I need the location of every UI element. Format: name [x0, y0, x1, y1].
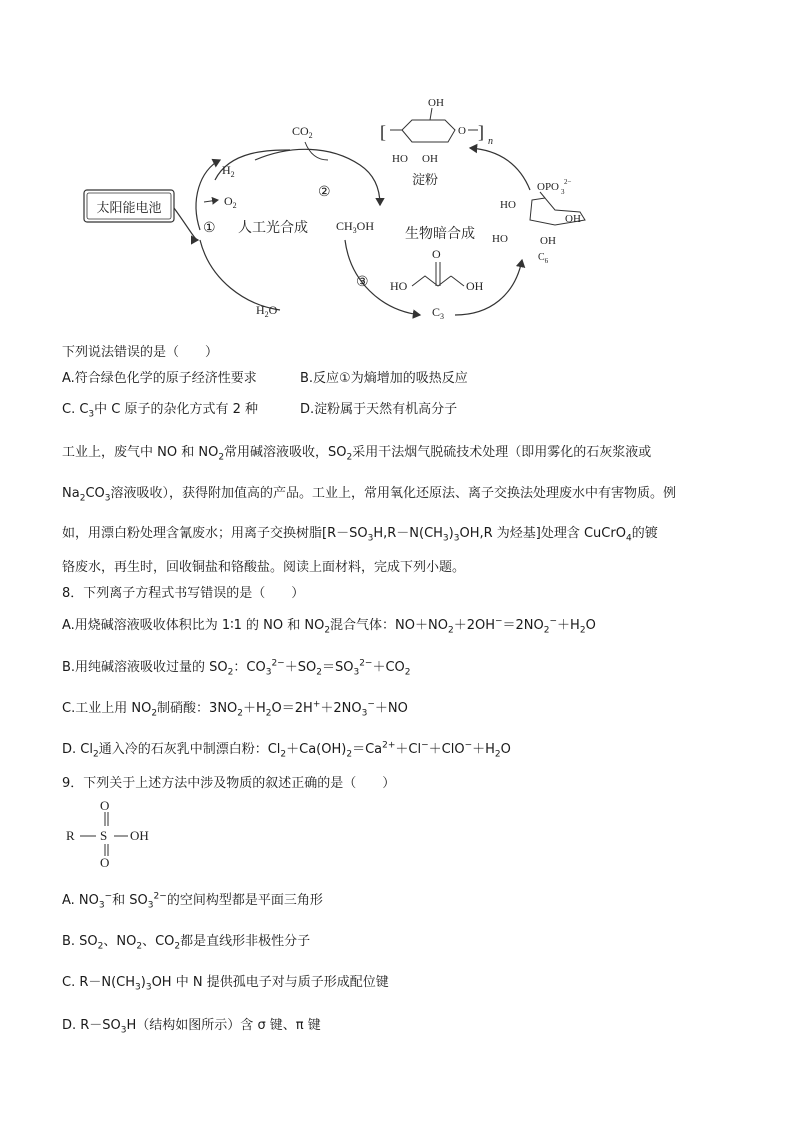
svg-text:OH: OH	[466, 279, 484, 293]
q7-option-c: C. $C_3$中 C 原子的杂化方式有 2 种	[62, 402, 259, 420]
arc-c6-starch	[470, 148, 530, 190]
q8-option-b: B.用纯碱溶液吸收过量的 $SO_2$：$CO_3^{2-}+SO_2=SO_3^{2-}+CO_2$	[62, 658, 411, 678]
q8-option-d: D. $Cl_2$通入冷的石灰乳中制漂白粉：$Cl_2+Ca(OH)_2=Ca^{2+}+Cl^-+ClO^-+H_2O$	[62, 740, 511, 760]
q8-stem: 8．下列离子方程式书写错误的是（ ）	[62, 586, 305, 601]
svg-text:R: R	[66, 828, 75, 843]
svg-text:O: O	[432, 247, 441, 261]
cycle-left-arrow-h2	[196, 160, 220, 230]
cycle-left-lower	[200, 240, 280, 310]
q9-option-a: A. $NO_3^-$和 $SO_3^{2-}$的空间构型都是平面三角形	[62, 891, 323, 911]
svg-text:HO: HO	[392, 153, 408, 165]
svg-text:OH: OH	[565, 213, 581, 225]
svg-text:OH: OH	[422, 153, 438, 165]
svg-text:n: n	[488, 136, 493, 147]
q7-option-d: D.淀粉属于天然有机高分子	[300, 402, 458, 417]
dihydroxyacetone-structure	[390, 247, 484, 293]
step2-label: ②	[318, 185, 331, 200]
step3-label: ③	[356, 275, 369, 290]
bio-dark-label: 生物暗合成	[405, 227, 475, 242]
q9-option-b: B. $SO_2$、$NO_2$、$CO_2$都是直线形非极性分子	[62, 934, 311, 952]
q7-option-a: A.符合绿色化学的原子经济性要求	[62, 371, 257, 386]
q9-option-d: D. $R-SO_3H$（结构如图所示）含 σ 键、π 键	[62, 1018, 321, 1036]
svg-text:HO: HO	[390, 279, 408, 293]
artificial-label: 人工光合成	[238, 221, 308, 236]
svg-text:S: S	[100, 828, 108, 843]
q9-stem: 9．下列关于上述方法中涉及物质的叙述正确的是（ ）	[62, 776, 396, 791]
q9-option-c: C. $R-N(CH_3)_3OH$ 中 N 提供孤电子对与质子形成配位键	[62, 975, 389, 993]
step1-label: ①	[203, 221, 216, 236]
co2-label: $CO_2$	[292, 124, 313, 140]
svg-text:淀粉: 淀粉	[412, 172, 439, 187]
o2-label: $O_2$	[224, 194, 237, 210]
svg-text:O: O	[100, 798, 110, 813]
h2-label: $H_2$	[222, 163, 235, 179]
svg-text:2−: 2−	[564, 178, 572, 186]
photosynthesis-diagram	[60, 90, 620, 330]
svg-text:HO: HO	[492, 233, 508, 245]
passage-line-4: 铬废水，再生时，回收铜盐和铬酸盐。阅读上面材料，完成下列小题。	[62, 560, 466, 575]
c3-label: $C_3$	[432, 305, 445, 321]
q8-option-c: C.工业上用 $NO_2$制硝酸：$3NO_2+H_2O=2H^++2NO_3^-+NO$	[62, 699, 408, 719]
svg-text:O: O	[100, 855, 110, 868]
solar-cell-label: 太阳能电池	[96, 200, 162, 215]
q7-stem: 下列说法错误的是（ ）	[62, 345, 219, 360]
svg-text:]: ]	[478, 122, 484, 142]
passage-line-3: 如，用漂白粉处理含氰废水；用离子交换树脂[$R-SO_3H,R-N(CH_3)_3OH,R$ 为烃基]处理含 CuCrO$_4$的镀	[62, 526, 658, 544]
sulfonic-acid-structure	[60, 798, 180, 868]
svg-text:OH: OH	[428, 97, 444, 109]
c6-label: $C_6$	[538, 252, 549, 265]
svg-text:O: O	[458, 125, 466, 137]
methanol-label: $CH_3OH$	[336, 219, 375, 235]
svg-text:OPO: OPO	[537, 181, 560, 193]
solar-arrow	[174, 208, 198, 240]
c6-sugar-structure	[492, 178, 585, 265]
q8-option-a: A.用烧碱溶液吸收体积比为 1∶1 的 NO 和 $NO_2$混合气体：$NO+NO_2+2OH^-=2NO_2^-+H_2O$	[62, 616, 596, 636]
o2-arrow	[204, 200, 218, 202]
passage-line-1: 工业上，废气中 NO 和 $NO_2$常用碱溶液吸收，$SO_2$采用干法烟气脱硫技术处理（即用雾化的石灰浆液或	[62, 445, 652, 463]
svg-text:3: 3	[561, 188, 565, 196]
svg-text:[: [	[380, 122, 386, 142]
svg-text:OH: OH	[540, 235, 556, 247]
h2o-label: $H_2O$	[256, 303, 278, 319]
svg-text:HO: HO	[500, 199, 516, 211]
passage-line-2: $Na_2CO_3$溶液吸收），获得附加值高的产品。工业上，常用氧化还原法、离子交换法处理废水中有害物质。例	[62, 486, 676, 504]
q7-option-b: B.反应①为熵增加的吸热反应	[300, 371, 468, 386]
svg-text:OH: OH	[130, 828, 149, 843]
starch-structure	[380, 97, 493, 187]
